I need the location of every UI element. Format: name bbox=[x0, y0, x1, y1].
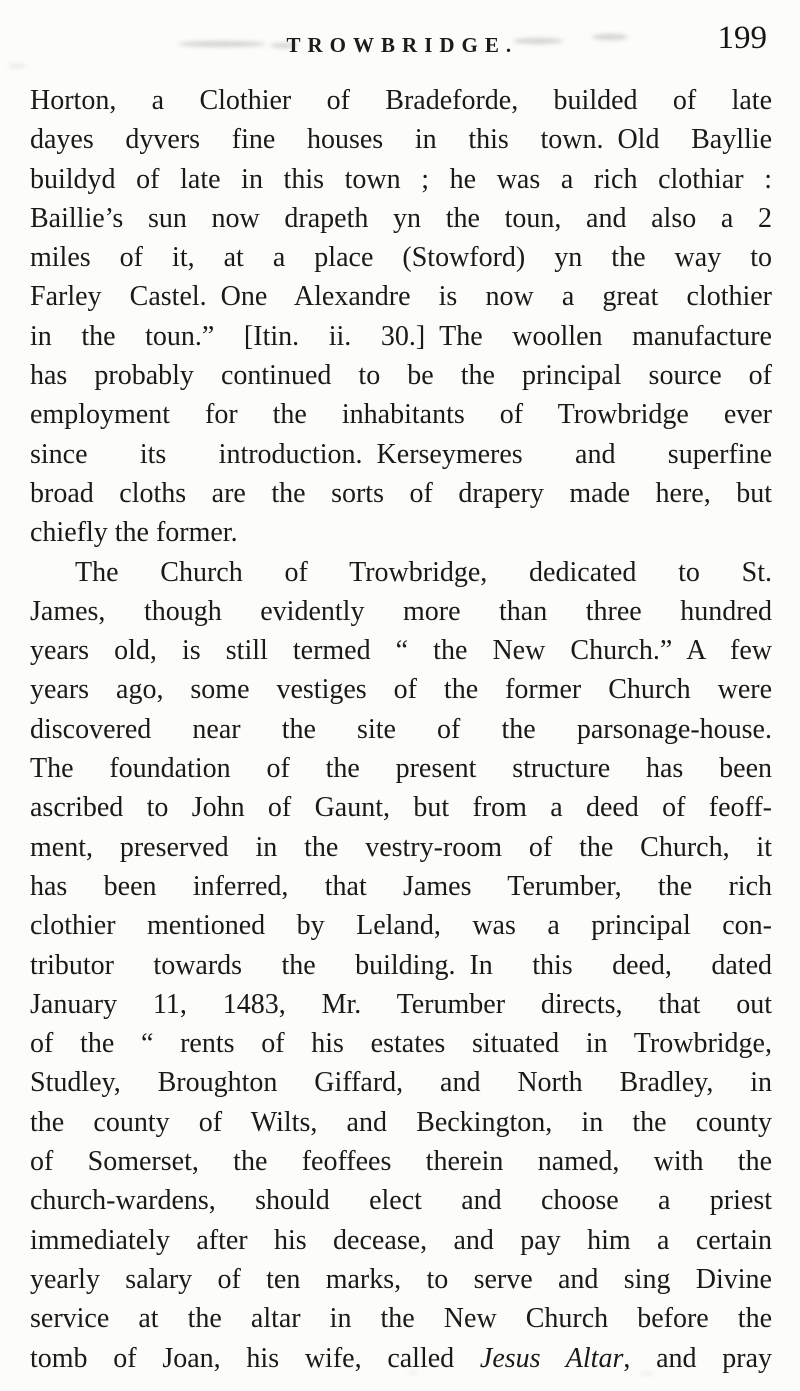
page-number: 199 bbox=[717, 20, 767, 56]
text-line: years ago, some vestiges of the former Church were bbox=[30, 674, 772, 706]
text-line: service at the altar in the New Church before the bbox=[30, 1303, 772, 1335]
text-line: Studley, Broughton Giffard, and North Bradley, in bbox=[30, 1067, 772, 1099]
text-line: dayes dyvers fine houses in this town. Old Bayllie bbox=[30, 124, 772, 156]
text-line: ascribed to John of Gaunt, but from a deed of feoff- bbox=[30, 792, 772, 824]
text-line: buildyd of late in this town ; he was a rich clothiar : bbox=[30, 163, 772, 195]
text-line: tomb of Joan, his wife, called Jesus Altar, and pray bbox=[30, 1342, 772, 1374]
text-line: in the toun.” [Itin. ii. 30.] The woollen manufacture bbox=[30, 320, 772, 352]
text-line: discovered near the site of the parsonage-house. bbox=[30, 713, 772, 745]
scan-smudge bbox=[178, 41, 266, 47]
text-line: January 11, 1483, Mr. Terumber directs, that out bbox=[30, 988, 772, 1020]
paragraph bbox=[30, 553, 772, 1378]
text-line: has probably continued to be the principal source of bbox=[30, 360, 772, 392]
text-line: broad cloths are the sorts of drapery made here, but bbox=[30, 477, 772, 509]
text-line: since its introduction. Kerseymeres and superfine bbox=[30, 438, 772, 470]
text-line: James, though evidently more than three hundred bbox=[30, 595, 772, 627]
text-line: ment, preserved in the vestry-room of the Church, it bbox=[30, 831, 772, 863]
text-line: of Somerset, the feoffees therein named, with the bbox=[30, 1146, 772, 1178]
text-line: The foundation of the present structure has been bbox=[30, 753, 772, 785]
text-line: miles of it, at a place (Stowford) yn the way to bbox=[30, 242, 772, 274]
scan-smudge bbox=[8, 64, 26, 68]
text-line: yearly salary of ten marks, to serve and sing Divine bbox=[30, 1263, 772, 1295]
text-line: Farley Castel. One Alexandre is now a great clothier bbox=[30, 281, 772, 313]
text-block bbox=[30, 81, 772, 1378]
text-line: the county of Wilts, and Beckington, in the county bbox=[30, 1106, 772, 1138]
text-line: clothier mentioned by Leland, was a principal con- bbox=[30, 910, 772, 942]
text-line: church-wardens, should elect and choose a priest bbox=[30, 1185, 772, 1217]
text-line: immediately after his decease, and pay him a certain bbox=[30, 1224, 772, 1256]
text-line: of the “ rents of his estates situated in Trowbridge, bbox=[30, 1028, 772, 1060]
text-line: chiefly the former. bbox=[30, 517, 238, 549]
text-line: has been inferred, that James Terumber, the rich bbox=[30, 870, 772, 902]
text-line: The Church of Trowbridge, dedicated to St. bbox=[75, 556, 772, 588]
running-title: TROWBRIDGE. bbox=[286, 33, 519, 57]
scan-smudge bbox=[592, 34, 628, 40]
text-line: Horton, a Clothier of Bradeforde, builded of late bbox=[30, 85, 772, 116]
scan-smudge bbox=[270, 43, 298, 48]
text-line: tributor towards the building. In this deed, dated bbox=[30, 949, 772, 981]
text-line: Baillie’s sun now drapeth yn the toun, and also a 2 bbox=[30, 202, 772, 234]
text-line: employment for the inhabitants of Trowbridge ever bbox=[30, 399, 772, 431]
text-line: years old, is still termed “ the New Church.” A few bbox=[30, 635, 772, 667]
scan-smudge bbox=[513, 38, 563, 44]
paragraph bbox=[30, 81, 772, 553]
page-header bbox=[0, 20, 800, 68]
